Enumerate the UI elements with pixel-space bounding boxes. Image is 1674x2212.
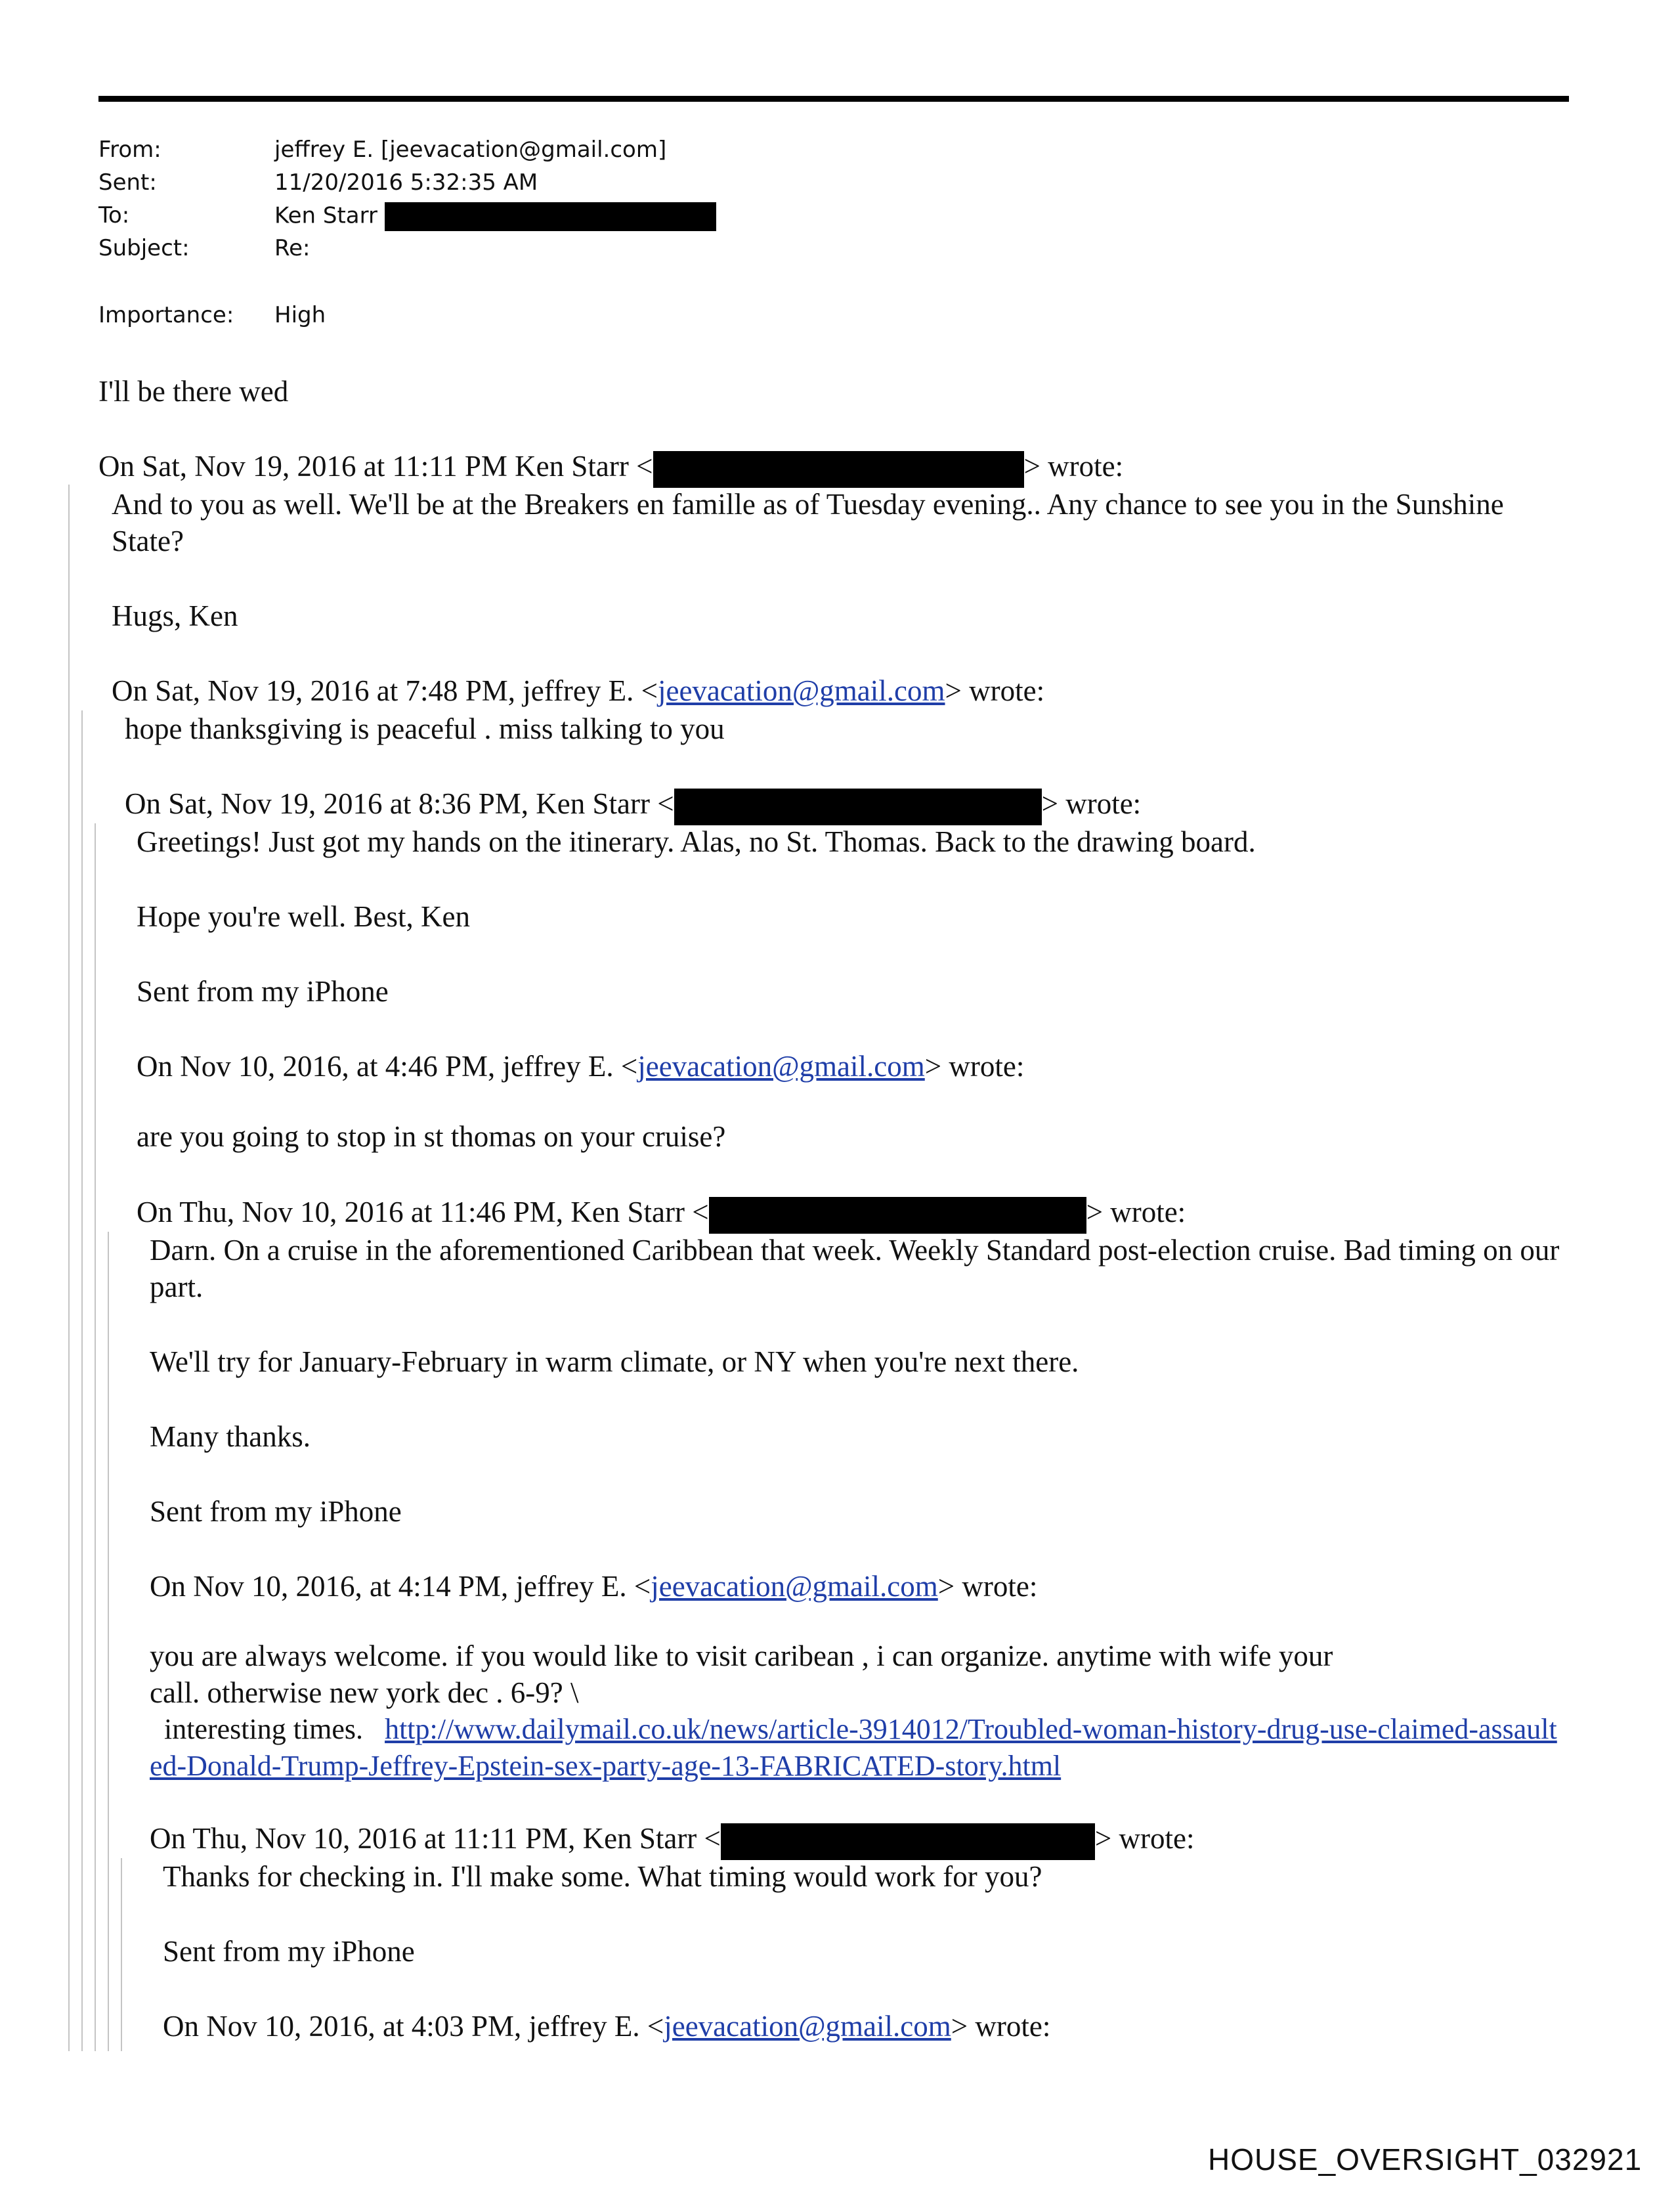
email-link[interactable]: jeevacation@gmail.com: [657, 674, 945, 707]
importance-value: High: [274, 302, 326, 328]
quote-bar: [68, 485, 70, 2051]
quote3-sent: Sent from my iPhone: [137, 975, 389, 1008]
quote2-text: hope thanksgiving is peaceful . miss talking to you: [125, 712, 725, 745]
quote-bar: [108, 1232, 109, 2051]
quote6-attribution: On Nov 10, 2016, at 4:14 PM, jeffrey E. <jeevacation@gmail.com> wrote:: [150, 1570, 1038, 1603]
quote3-sign: Hope you're well. Best, Ken: [137, 900, 470, 933]
redaction-box: [721, 1823, 1095, 1860]
quote6-line1: you are always welcome. if you would like to visit caribean , i can organize. anytime with wife your: [150, 1639, 1333, 1672]
top-rule: [98, 96, 1569, 102]
quote2-attribution: On Sat, Nov 19, 2016 at 7:48 PM, jeffrey E. <jeevacation@gmail.com> wrote:: [112, 674, 1045, 707]
from-label: From:: [98, 137, 161, 163]
quote5-text: Darn. On a cruise in the aforementioned Caribbean that week. Weekly Standard post-election cruise. Bad timing on our part.: [150, 1234, 1560, 1303]
redaction-box: [674, 789, 1042, 825]
quote-bar: [95, 823, 96, 2051]
bates-number: HOUSE_OVERSIGHT_032921: [1208, 2142, 1642, 2177]
importance-label: Importance:: [98, 302, 234, 328]
from-value: jeffrey E. [jeevacation@gmail.com]: [274, 137, 667, 163]
redaction-box: [385, 202, 716, 231]
email-link[interactable]: jeevacation@gmail.com: [664, 2010, 951, 2043]
reply-text: I'll be there wed: [98, 375, 289, 408]
email-link[interactable]: jeevacation@gmail.com: [637, 1050, 925, 1083]
to-label: To:: [98, 202, 130, 228]
quote-bar: [121, 1858, 122, 2051]
subject-label: Subject:: [98, 235, 190, 261]
quote1-attribution: On Sat, Nov 19, 2016 at 11:11 PM Ken Starr < > wrote:: [98, 448, 1123, 488]
quote4-attribution: On Nov 10, 2016, at 4:46 PM, jeffrey E. <jeevacation@gmail.com> wrote:: [137, 1050, 1025, 1083]
redaction-box: [709, 1197, 1086, 1234]
quote-bar: [81, 710, 83, 2051]
quote5-thanks: Many thanks.: [150, 1420, 311, 1453]
sent-value: 11/20/2016 5:32:35 AM: [274, 169, 538, 196]
to-value: Ken Starr: [274, 202, 377, 229]
email-link[interactable]: jeevacation@gmail.com: [651, 1570, 938, 1603]
quote7-text: Thanks for checking in. I'll make some. What timing would work for you?: [163, 1860, 1042, 1893]
quote6-line3: interesting times. http://www.dailymail.co.uk/news/article-3914012/Troubled-woman-history-drug-use-claimed-assaulted-Donald-Trump-Jeffrey-Epstein-sex-party-age-13-FABRICATED-story.html: [150, 1713, 1557, 1782]
quote6-line2: call. otherwise new york dec . 6-9? \: [150, 1676, 579, 1709]
dailymail-link[interactable]: http://www.dailymail.co.uk/news/article-3914012/Troubled-woman-history-drug-use-claimed-assaulted-Donald-Trump-Jeffrey-Epstein-sex-party-age-13-FABRICATED-story.html: [150, 1713, 1557, 1782]
quote5-text2: We'll try for January-February in warm climate, or NY when you're next there.: [150, 1345, 1079, 1378]
quote4-text: are you going to stop in st thomas on your cruise?: [137, 1120, 726, 1153]
quote5-attribution: On Thu, Nov 10, 2016 at 11:46 PM, Ken Starr < > wrote:: [137, 1194, 1186, 1234]
subject-value: Re:: [274, 235, 311, 261]
quote1-sign: Hugs, Ken: [112, 599, 238, 632]
quote3-text: Greetings! Just got my hands on the itinerary. Alas, no St. Thomas. Back to the drawing board.: [137, 825, 1256, 858]
quote5-sent: Sent from my iPhone: [150, 1495, 402, 1528]
sent-label: Sent:: [98, 169, 157, 196]
quote8-attribution: On Nov 10, 2016, at 4:03 PM, jeffrey E. <jeevacation@gmail.com> wrote:: [163, 2010, 1051, 2043]
quote7-sent: Sent from my iPhone: [163, 1935, 415, 1968]
redaction-box: [653, 451, 1024, 488]
quote3-attribution: On Sat, Nov 19, 2016 at 8:36 PM, Ken Starr < > wrote:: [125, 785, 1141, 825]
quote1-text: And to you as well. We'll be at the Breakers en famille as of Tuesday evening.. Any chance to see you in the Sunshine State?: [112, 488, 1504, 557]
quote7-attribution: On Thu, Nov 10, 2016 at 11:11 PM, Ken Starr < > wrote:: [150, 1820, 1195, 1860]
